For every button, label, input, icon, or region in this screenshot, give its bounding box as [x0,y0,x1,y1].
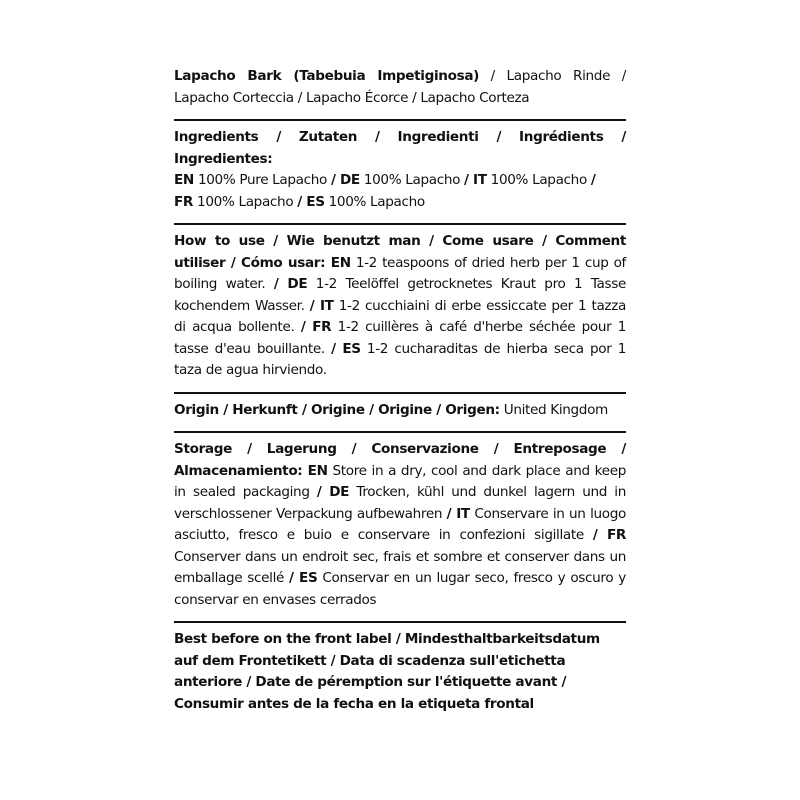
divider [174,392,626,394]
lang-code-en: EN [302,462,328,479]
separator: / [590,172,596,188]
origin-heading: Origin / Herkunft / Origine / Origine / Origen: [174,401,500,418]
how-to-use-heading: How to use / Wie benutzt man / Come usare / Comment utiliser / Cómo usar: [174,233,626,271]
title-section [174,66,626,119]
ingredients-de: 100% Lapacho [359,172,465,188]
how-to-use-fr: 1-2 cuillères à café d'herbe séchée pour 1 tasse d'eau bouillante. [174,319,627,357]
lang-code-it: / IT [446,505,470,522]
product-label [174,66,626,725]
how-to-use-en: 1-2 teaspoons of dried herb per 1 cup of boiling water. [174,254,626,292]
how-to-use-it: 1-2 cucchiaini di erbe essiccate per 1 tazza di acqua bollente. [174,297,626,335]
lang-code-de: / DE [273,276,308,292]
best-before-section [174,629,626,725]
product-name: Lapacho Bark (Tabebuia Impetiginosa) [174,68,480,84]
lang-code-fr: / FR [300,319,332,335]
ingredients-section [174,127,626,223]
lang-code-de: / DE [316,484,350,500]
ingredients-fr: 100% Lapacho [193,193,298,210]
divider [174,621,626,623]
lang-code-fr: FR [174,193,194,210]
storage-es: Conservar en un lugar seco, fresco y oscuro y conservar en envases cerrados [174,570,627,608]
ingredients-heading: Ingredients / Zutaten / Ingredienti / Ingrédients / Ingredientes: [174,129,626,167]
best-before-text: Best before on the front label / Mindesthaltbarkeitsdatum auf dem Frontetikett / Data di scadenza sull'etichetta anteriore / Date de péremption sur l'étiquette avant / Consumir antes de la fecha en la etiqueta frontal [174,631,600,712]
storage-it: Conservare in un luogo asciutto, fresco e buio e conservare in confezioni sigillate [174,505,626,543]
lang-code-es: / ES [289,570,318,586]
origin-section [174,400,626,432]
ingredients-en: 100% Pure Lapacho [193,172,331,188]
storage-en: Store in a dry, cool and dark place and keep in sealed packaging [174,462,626,500]
divider [174,119,626,121]
lang-code-fr: / FR [592,527,626,543]
lang-code-it: / IT [309,297,334,314]
storage-section [174,439,626,621]
ingredients-es: 100% Lapacho [324,193,425,210]
lang-code-it: / IT [464,172,487,188]
origin-value: United Kingdom [499,401,608,418]
how-to-use-es: 1-2 cucharaditas de hierba seca por 1 taza de agua hirviendo. [174,340,626,378]
divider [174,223,626,225]
how-to-use-section [174,231,626,392]
lang-code-en: EN [174,172,194,188]
lang-code-es: / ES [331,340,361,357]
lang-code-es: / ES [297,193,325,210]
storage-heading: Storage / Lagerung / Conservazione / Entreposage / Almacenamiento: [174,441,626,479]
storage-fr: Conserver dans un endroit sec, frais et sombre et conserver dans un emballage scellé [174,548,626,586]
divider [174,431,626,433]
ingredients-it: 100% Lapacho [486,172,591,188]
lang-code-en: EN [325,254,351,271]
storage-de: Trocken, kühl und dunkel lagern und in verschlossener Verpackung aufbewahren [174,484,626,522]
how-to-use-de: 1-2 Teelöffel getrocknetes Kraut pro 1 Tasse kochendem Wasser. [174,276,626,314]
product-name-translations: / Lapacho Rinde / Lapacho Corteccia / Lapacho Écorce / Lapacho Corteza [174,68,626,106]
lang-code-de: / DE [330,172,360,188]
